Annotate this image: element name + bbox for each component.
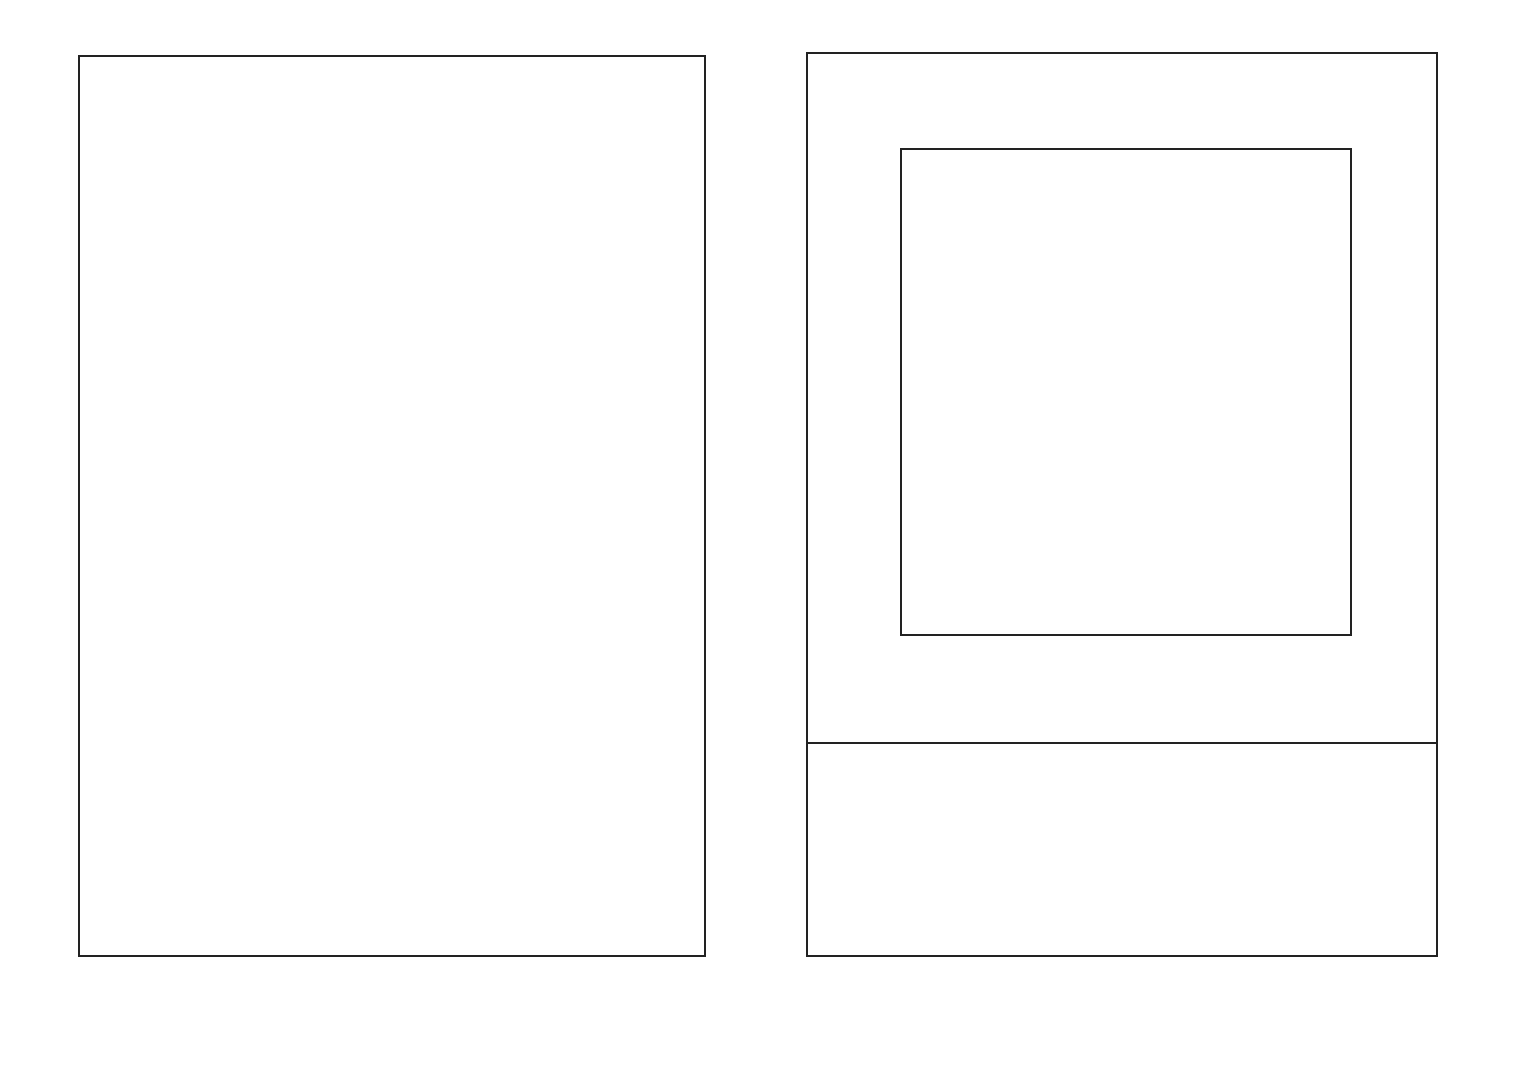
- inner-circle-box: [900, 148, 1352, 636]
- divider-line: [806, 742, 1438, 744]
- left-page-frame: [78, 55, 706, 957]
